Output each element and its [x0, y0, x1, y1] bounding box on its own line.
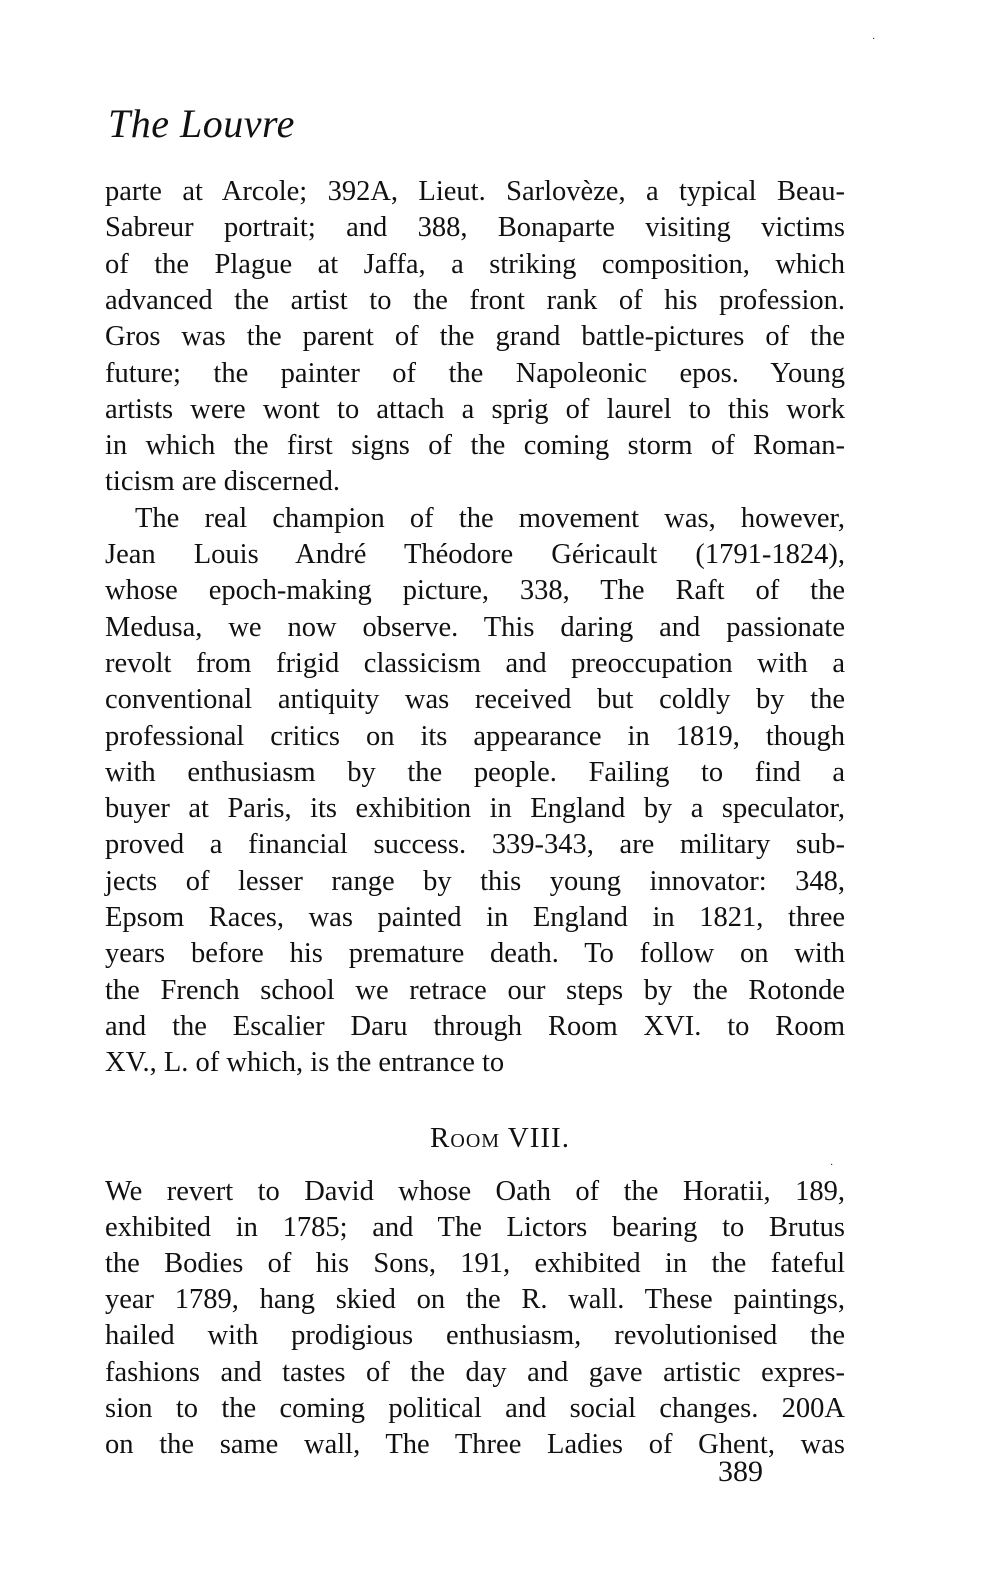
text-line: advanced the artist to the front rank of his profession. [105, 284, 845, 316]
text-line: buyer at Paris, its exhibition in England by a speculator, [105, 793, 845, 825]
text-line: artists were wont to attach a sprig of laurel to this work [105, 393, 845, 425]
text-line: Gros was the parent of the grand battle-pictures of the [105, 321, 845, 353]
text-line: with enthusiasm by the people. Failing to find a [105, 756, 845, 788]
text-line: professional critics on its appearance in 1819, though [105, 720, 845, 752]
text-line: and the Escalier Daru through Room XVI. to Room [105, 1010, 845, 1042]
text-line: conventional antiquity was received but coldly by the [105, 684, 845, 716]
text-line: exhibited in 1785; and The Lictors bearing to Brutus [105, 1212, 845, 1244]
text-line: Jean Louis André Théodore Géricault (1791-1824), [105, 539, 845, 570]
text-line: Epsom Races, was painted in England in 1821, three [105, 902, 845, 933]
text-line: sion to the coming political and social changes. 200A [105, 1392, 845, 1424]
text-line: revolt from frigid classicism and preoccupation with a [105, 647, 845, 679]
text-line: year 1789, hang skied on the R. wall. These paintings, [105, 1284, 845, 1316]
text-line: on the same wall, The Three Ladies of Ghent, was [105, 1428, 845, 1460]
section-heading: Room VIII. [430, 1122, 570, 1154]
text-line: XV., L. of which, is the entrance to [105, 1047, 505, 1079]
text-line: parte at Arcole; 392A, Lieut. Sarlovèze, a typical Beau- [105, 176, 845, 207]
text-line: years before his premature death. To follow on with [105, 938, 845, 970]
text-line: in which the first signs of the coming storm of Roman- [105, 430, 845, 462]
text-line: The real champion of the movement was, however, [135, 502, 845, 534]
text-line: jects of lesser range by this young innovator: 348, [105, 865, 845, 897]
text-line: ticism are discerned. [105, 466, 341, 498]
text-line: the French school we retrace our steps by the Rotonde [105, 974, 845, 1006]
text-line: proved a financial success. 339-343, are military sub- [105, 829, 845, 861]
text-line: fashions and tastes of the day and gave artistic expres- [105, 1356, 845, 1388]
text-line: Medusa, we now observe. This daring and passionate [105, 611, 845, 643]
page-number: 389 [718, 1455, 763, 1488]
scan-speck: · [830, 1160, 834, 1171]
text-line: whose epoch-making picture, 338, The Raft of the [105, 575, 845, 607]
text-line: the Bodies of his Sons, 191, exhibited in the fateful [105, 1248, 845, 1280]
text-line: Sabreur portrait; and 388, Bonaparte visiting victims [105, 212, 845, 244]
scan-speck: · [872, 34, 876, 45]
text-line: future; the painter of the Napoleonic epos. Young [105, 357, 845, 389]
text-line: hailed with prodigious enthusiasm, revolutionised the [105, 1320, 845, 1352]
text-line: of the Plague at Jaffa, a striking composition, which [105, 248, 845, 280]
running-head: The Louvre [108, 101, 295, 146]
text-line: We revert to David whose Oath of the Horatii, 189, [105, 1176, 845, 1207]
